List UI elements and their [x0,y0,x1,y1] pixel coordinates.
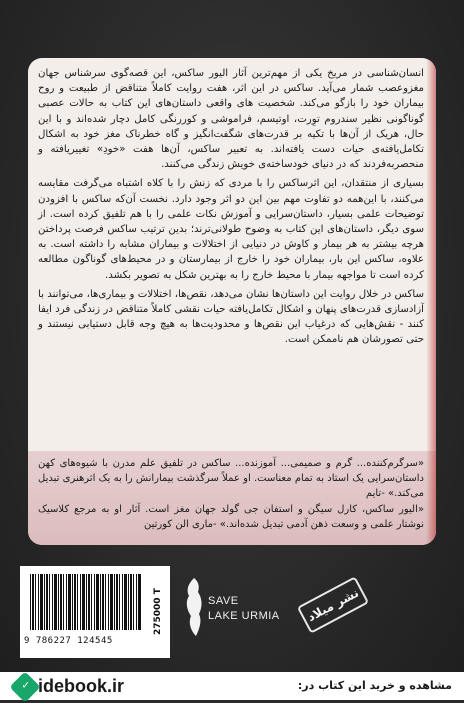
save-text-line-2: LAKE URMIA [208,610,280,622]
idebook-logo-icon [9,671,40,702]
blurb-paragraph-3: ساکس در خلال روایت این داستان‌ها نشان می‌دهد، نقص‌ها، اختلالات و بیماری‌ها، می‌توانند با آزادسازی قدرت‌های پنهان و اشکال تکامل‌یافته حیات نقشی کاملاً متناقض در زندگی فرد ایفا کنند - نقش‌هایی که درغیاب این نقص‌ها و محدودیت‌ها به هیچ وجه قابل دستیابی نیستند و حتی تصورشان هم ناممکن است. [38,288,424,346]
blurb-paragraph-2: بسیاری از منتقدان، این اثرساکس را با مردی که زنش را با کلاه اشتباه می‌گرفت مقایسه می‌کنند، با این‌همه دو تفاوت مهم بین این دو اثر وجود دارد. نخست آن‌که ساکس با افزودن توضیحات علمی بسیار، داستان‌سرایی و آموزش نکات علمی را با هم تلفیق کرده است. از سوی دیگر، داستان‌های این کتاب به وضوح طولانی‌ترند؛ بدین ترتیب ساکس فرصت پرداختن هرچه بیشتر به هر بیمار و کاوش در دنیایی از اختلالات و بیماران مشابه را داشته است. به علاوه، ساکس این بار، بیماران خود را خارج از بیمارستان و در محیط‌های گوناگون مطالعه کرده است تا مواجهه بیمار با محیط خارج را به بهترین شکل به تصویر بکشد. [38,178,424,281]
isbn-number: 9 786227 124545 [24,636,113,646]
review-quotes [38,456,424,532]
lake-map-icon [182,576,206,638]
save-lake-urmia-badge [182,576,292,646]
save-text-line-1: SAVE [208,595,239,607]
review-quote-1: «سرگرم‌کننده... گرم و صمیمی... آموزنده... ساکس در تلفیق علم مدرن با شیوه‌های کهن داستان‌سرایی یک استاد به تمام معناست. او عملاً سرگذشت بیمارانش را به یک اثرهنری تبدیل می‌کند.» -تایم [38,458,424,500]
footer-brand[interactable]: idebook.ir [38,676,125,696]
publisher-logo: نشر میلاد [297,576,369,633]
blurb-panel [28,58,436,545]
blurb-text [38,66,424,352]
blurb-paragraph-1: انسان‌شناسی در مریخ یکی از مهم‌ترین آثار الیور ساکس، این قصه‌گوی سرشناس جهان مغزوعصب شمار می‌آید. ساکس در این اثر، هفت روایت کاملاً متناقض از طبیعت و روح بیماران خود را بازگو می‌کند. شخصیت های واقعی داستان‌های این کتاب به حالات عصبی گوناگونی نظیر سندروم توِرت، اوتیسم، فراموشی و کوررنگی کامل دچار شده‌اند و با این حال، هریک از آن‌ها با تکیه بر قدرت‌های شگفت‌انگیز و گاه خطرناک مغز خود به اشکال تکامل‌یافته‌ی حیات دست یافته‌اند. به تعبیر ساکس، آن‌ها هفت «خودِ» تغییریافته و منحصربه‌فردند که در دنیای خودساخته‌ی خویش زندگی می‌کنند. [38,68,424,171]
review-quote-2: «الیور ساکس، کارل سیگن و استفان جی گولد جهان مغز است. آثار او به مرجع کلاسیک نوشتار علمی و وسعت ذهن آدمی تبدیل شده‌اند.» -ماری الن کورتین [38,503,424,530]
footer-tagline: مشاهده و خرید این کتاب در: [297,679,452,692]
idebook-logo-glyph: ✓ [21,680,30,692]
watermark-footer[interactable] [0,672,464,700]
panel-red-edge [426,58,436,545]
price-label: 275000 T [153,588,163,636]
barcode-bars [30,574,142,630]
barcode-label [20,566,170,658]
save-lake-urmia-text [208,594,280,624]
